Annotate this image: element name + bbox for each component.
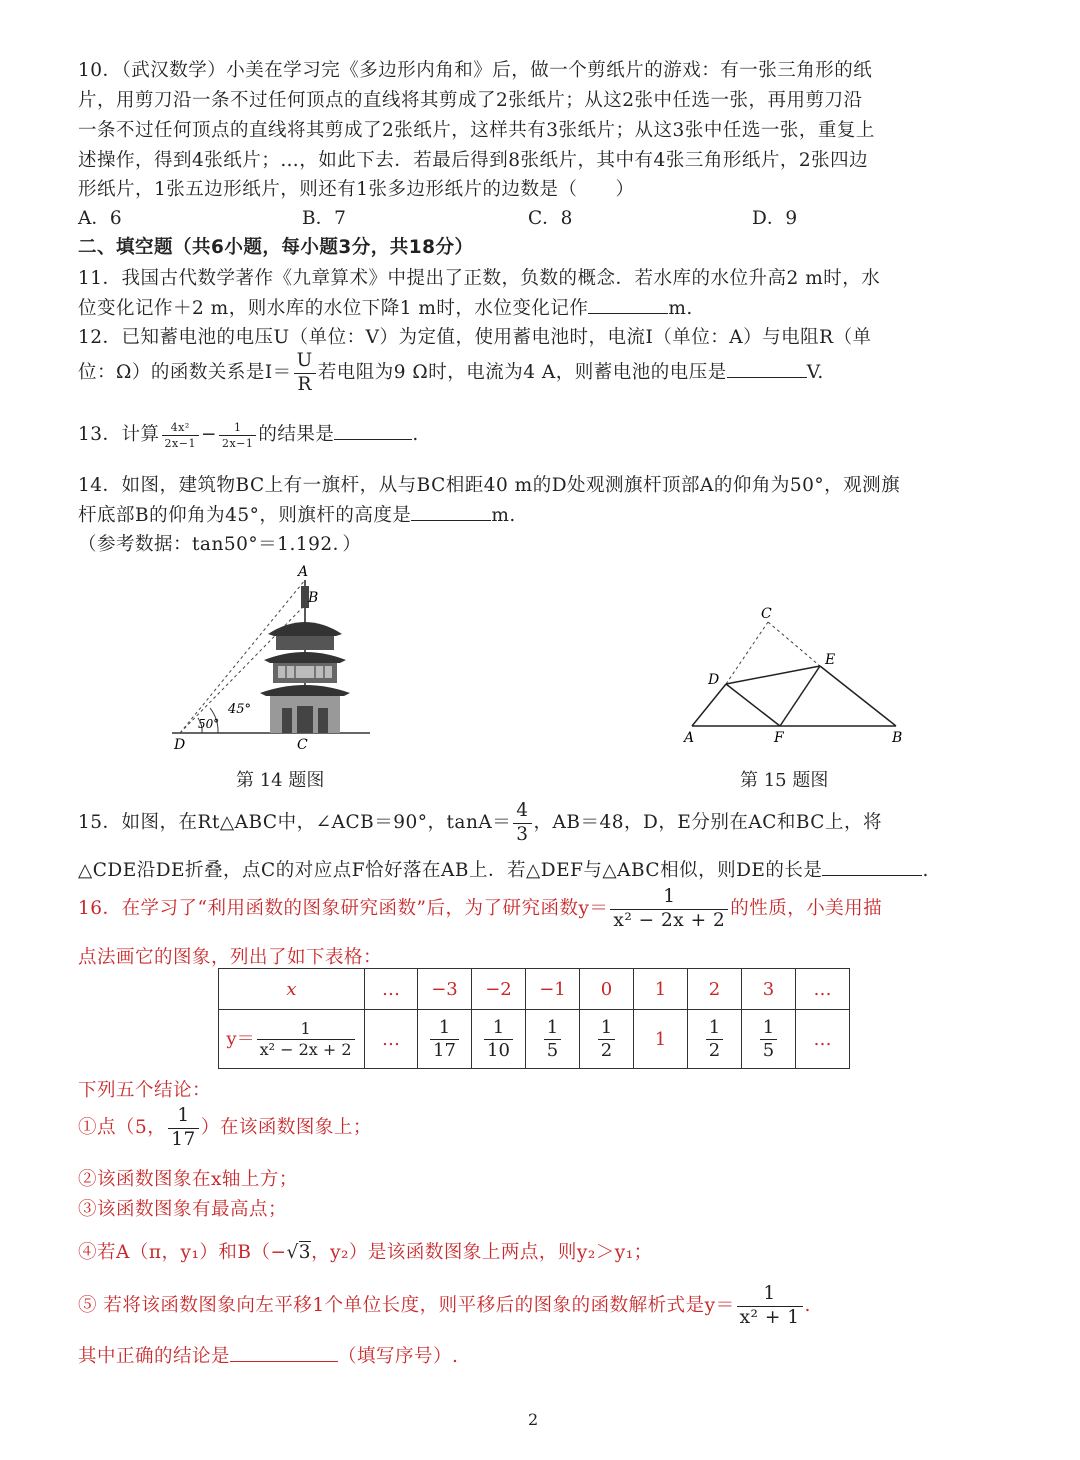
table-cell: … — [796, 969, 850, 1010]
point-c-label: C — [297, 737, 308, 753]
c5-num: 1 — [763, 1283, 776, 1304]
cell-den: 5 — [760, 1039, 777, 1060]
table-cell: … — [365, 969, 418, 1010]
y-frac-den: x² − 2x + 2 — [257, 1039, 355, 1058]
table-cell — [472, 1010, 526, 1069]
sqrt-symbol: √ — [286, 1242, 299, 1263]
table-header-y — [219, 1010, 365, 1069]
q11-unit: m. — [668, 298, 693, 319]
c1-text-b: ）在该函数图象上； — [200, 1117, 372, 1138]
q16-text-a: 16．在学习了“利用函数的图象研究函数”后，为了研究函数y＝ — [78, 898, 609, 919]
q16-conclusion-1 — [78, 1107, 372, 1149]
table-cell: −2 — [472, 969, 526, 1010]
cell-den: 17 — [430, 1039, 459, 1060]
q16-conclusion-2: ②该函数图象在x轴上方； — [78, 1169, 298, 1190]
q11-line-2 — [78, 294, 693, 320]
point-f-label: F — [774, 730, 784, 746]
table-cell: 0 — [580, 969, 634, 1010]
segment-df — [726, 684, 780, 726]
c4-text-b: ，y₂）是该函数图象上两点，则y₂＞y₁； — [311, 1242, 653, 1263]
q13-f2-num: 1 — [233, 420, 242, 434]
cell-den: 5 — [544, 1039, 561, 1060]
q14-line-1: 14．如图，建筑物BC上有一旗杆，从与BC相距40 m的D处观测旗杆顶部A的仰角为50°，观测旗 — [78, 475, 901, 496]
q13-fraction-1 — [162, 422, 199, 449]
page-number: 2 — [528, 1410, 539, 1429]
q14-answer-blank[interactable] — [411, 519, 491, 521]
y-fraction — [257, 1018, 355, 1059]
segment-eb — [820, 666, 896, 726]
q12-unit: V. — [806, 362, 824, 383]
y-prefix: y＝ — [226, 1028, 255, 1049]
q10-line-2: 片，用剪刀沿一条不过任何顶点的直线将其剪成了2张纸片；从这2张中任选一张，再用剪刀沿 — [78, 90, 863, 111]
q15-text-c: △CDE沿DE折叠，点C的对应点F恰好落在AB上．若△DEF与△ABC相似，则DE的长是 — [78, 860, 823, 881]
q15-frac-den: 3 — [513, 823, 531, 845]
q14-unit: m. — [491, 505, 516, 526]
segment-dc-folded — [726, 622, 768, 684]
q15-text-b: ，AB＝48，D，E分别在AC和BC上，将 — [533, 812, 882, 833]
cell-num: 1 — [546, 1016, 559, 1038]
table-cell — [418, 1010, 472, 1069]
point-d-label: D — [174, 737, 186, 753]
q10-line-5: 形纸片，1张五边形纸片，则还有1张多边形纸片的边数是（ ） — [78, 179, 635, 200]
q12-frac-den: R — [294, 373, 316, 395]
q12-frac-num: U — [296, 350, 313, 371]
q10-option-a: A．6 — [78, 208, 122, 229]
cell-den: 2 — [598, 1039, 615, 1060]
section-2-title: 二、填空题（共6小题，每小题3分，共18分） — [78, 237, 474, 258]
q16-func-num: 1 — [663, 886, 676, 907]
q16-answer-text: 其中正确的结论是 — [78, 1346, 231, 1367]
c5-fraction — [737, 1285, 803, 1327]
table-cell: 2 — [688, 969, 742, 1010]
cell-num: 1 — [492, 1016, 505, 1038]
q15-frac-num: 4 — [516, 800, 529, 821]
q16-intro: 下列五个结论： — [78, 1080, 212, 1101]
q12-fraction — [294, 352, 316, 394]
table-cell: −1 — [526, 969, 580, 1010]
value-table — [218, 968, 850, 1069]
table-row — [219, 969, 850, 1010]
cell-den: 2 — [706, 1039, 723, 1060]
q13-f1-den: 2x−1 — [162, 435, 199, 449]
segment-ad — [692, 684, 726, 726]
table-header-x: x — [219, 969, 365, 1010]
c1-num: 1 — [177, 1105, 190, 1126]
c1-fraction — [168, 1107, 199, 1149]
cell-fraction — [760, 1016, 777, 1061]
q11-line-1: 11．我国古代数学著作《九章算术》中提出了正数，负数的概念．若水库的水位升高2 m时，水 — [78, 268, 881, 289]
q12-line-1: 12．已知蓄电池的电压U（单位：V）为定值，使用蓄电池时，电流I（单位：A）与电阻R（单 — [78, 327, 872, 348]
table-cell — [742, 1010, 796, 1069]
q16-conclusion-5 — [78, 1285, 811, 1327]
q13-line — [78, 420, 419, 449]
q10-option-b: B．7 — [302, 208, 346, 229]
q12-answer-blank[interactable] — [727, 376, 807, 378]
table-row — [219, 1010, 850, 1069]
q13-prefix: 13．计算 — [78, 424, 160, 445]
point-b-label: B — [892, 730, 903, 746]
q10-line-1: 10．（武汉数学）小美在学习完《多边形内角和》后，做一个剪纸片的游戏：有一张三角形的纸 — [78, 60, 873, 81]
cell-fraction — [598, 1016, 615, 1061]
q16-conclusion-4 — [78, 1238, 653, 1264]
q15-line-1 — [78, 802, 882, 844]
q15-fraction — [513, 802, 531, 844]
q16-line-2: 点法画它的图象，列出了如下表格： — [78, 947, 383, 968]
cell-fraction — [706, 1016, 723, 1061]
c1-den: 17 — [168, 1128, 199, 1150]
point-d-label: D — [708, 672, 720, 688]
q15-line-2 — [78, 856, 929, 882]
table-cell — [688, 1010, 742, 1069]
table-cell — [526, 1010, 580, 1069]
figure-15 — [670, 600, 920, 750]
angle-label-2: 50° — [198, 717, 220, 731]
table-cell: 1 — [634, 969, 688, 1010]
table-cell — [580, 1010, 634, 1069]
q14-line-2 — [78, 501, 516, 527]
point-b-label: B — [308, 590, 319, 606]
cell-num: 1 — [438, 1016, 451, 1038]
q11-answer-blank[interactable] — [588, 312, 668, 314]
q14-reference-data: （参考数据：tan50°＝1.192．） — [78, 534, 362, 555]
q15-text-a: 15．如图，在Rt△ABC中，∠ACB＝90°，tanA＝ — [78, 812, 512, 833]
q13-suffix: 的结果是 — [258, 424, 335, 445]
q13-minus: − — [200, 424, 217, 445]
q10-option-c: C．8 — [528, 208, 573, 229]
q12-text-b: 若电阻为9 Ω时，电流为4 A，则蓄电池的电压是 — [317, 362, 727, 383]
c5-end: . — [804, 1295, 811, 1316]
q12-line-2 — [78, 352, 824, 394]
point-a-label: A — [684, 730, 695, 746]
q15-answer-blank[interactable] — [822, 874, 922, 876]
q10-option-d: D．9 — [752, 208, 798, 229]
q13-f1-num: 4x² — [170, 420, 190, 434]
q16-function-fraction — [610, 888, 728, 930]
q14-text: 杆底部B的仰角为45°，则旗杆的高度是 — [78, 505, 412, 526]
figure-14 — [160, 560, 380, 760]
q12-text-a: 位：Ω）的函数关系是I＝ — [78, 362, 292, 383]
q13-fraction-2 — [219, 422, 256, 449]
q16-text-b: 的性质，小美用描 — [730, 898, 883, 919]
table-cell: … — [796, 1010, 850, 1069]
cell-fraction — [484, 1016, 513, 1061]
q13-answer-blank[interactable] — [334, 438, 412, 440]
cell-den: 10 — [484, 1039, 513, 1060]
cell-fraction — [544, 1016, 561, 1061]
c4-text-a: ④若A（π，y₁）和B（− — [78, 1242, 287, 1263]
figure-14-caption: 第 14 题图 — [236, 770, 325, 791]
table-cell: 3 — [742, 969, 796, 1010]
q16-line-1 — [78, 888, 882, 930]
y-frac-num: 1 — [300, 1018, 311, 1038]
point-e-label: E — [825, 652, 836, 668]
q16-answer-blank[interactable] — [230, 1360, 338, 1362]
q16-answer-hint: （填写序号）. — [338, 1346, 459, 1367]
segment-de — [726, 666, 820, 684]
cell-num: 1 — [762, 1016, 775, 1038]
q10-line-3: 一条不过任何顶点的直线将其剪成了2张纸片，这样共有3张纸片；从这3张中任选一张，重复上 — [78, 120, 875, 141]
cell-fraction — [430, 1016, 459, 1061]
cell-num: 1 — [708, 1016, 721, 1038]
c5-den: x² + 1 — [737, 1306, 803, 1328]
cell-num: 1 — [600, 1016, 613, 1038]
q16-answer-line — [78, 1342, 458, 1368]
c1-text-a: ①点（5， — [78, 1117, 167, 1138]
segment-ef — [780, 666, 820, 726]
q13-end: . — [412, 424, 419, 445]
point-c-label: C — [761, 606, 772, 622]
q16-conclusion-3: ③该函数图象有最高点； — [78, 1199, 288, 1220]
q13-f2-den: 2x−1 — [219, 435, 256, 449]
q15-end: . — [922, 860, 929, 881]
point-a-label: A — [298, 564, 309, 580]
c5-text-a: ⑤ 若将该函数图象向左平移1个单位长度，则平移后的图象的函数解析式是y＝ — [78, 1295, 735, 1316]
q16-func-den: x² − 2x + 2 — [610, 909, 728, 931]
table-cell: 1 — [634, 1010, 688, 1069]
angle-label-1: 45° — [228, 702, 252, 717]
figure-15-caption: 第 15 题图 — [740, 770, 829, 791]
q11-text: 位变化记作＋2 m，则水库的水位下降1 m时，水位变化记作 — [78, 298, 589, 319]
q10-line-4: 述操作，得到4张纸片；…，如此下去．若最后得到8张纸片，其中有4张三角形纸片，2张四边 — [78, 150, 869, 171]
sqrt-radicand: 3 — [298, 1242, 312, 1263]
table-cell: −3 — [418, 969, 472, 1010]
segment-ce-folded — [768, 622, 820, 666]
table-cell: … — [365, 1010, 418, 1069]
